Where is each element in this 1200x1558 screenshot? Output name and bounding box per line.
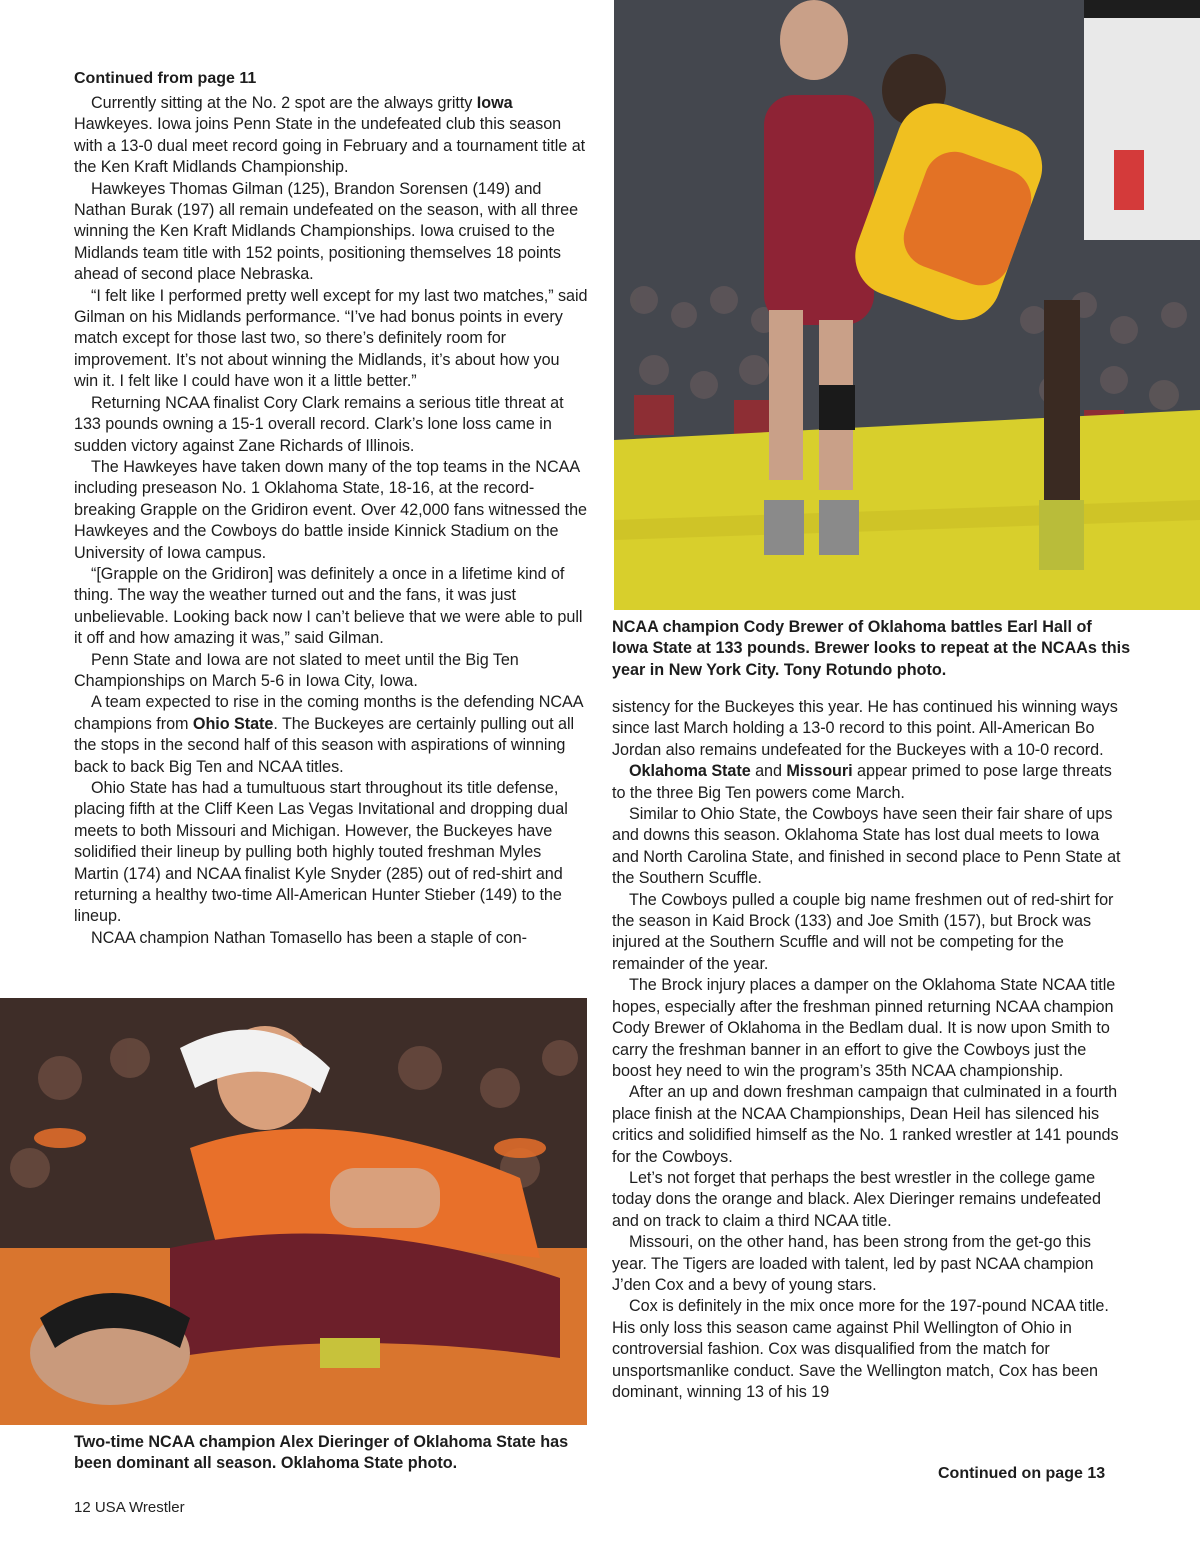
left-column: [74, 68, 588, 949]
text-run: and: [750, 762, 787, 781]
paragraph: Hawkeyes Thomas Gilman (125), Brandon Sorensen (149) and Nathan Burak (197) all remain undefeated on the season, with all three winning the Ken Kraft Midlands Championships. Iowa cruised to the Midlands team title with 152 points, positioning themselves 18 points ahead of second place Nebraska.: [74, 179, 579, 284]
text-run: Currently sitting at the No. 2 spot are the always gritty: [91, 94, 477, 112]
paragraph: The Cowboys pulled a couple big name freshmen out of red-shirt for the season in Kaid Brock (133) and Joe Smith (157), but Brock was injured at the Southern Scuffle and will not be competing for the remainder of the year.: [612, 890, 1114, 973]
wrestling-photo-brewer-hall: [614, 0, 1200, 610]
paragraph: sistency for the Buckeyes this year. He has continued his winning ways since last March holding a 13-0 record to this point. All-American Bo Jordan also remains undefeated for the Buckeyes with a 10-0 record.: [612, 698, 1118, 759]
continued-from-label: Continued from page 11: [74, 70, 257, 87]
photo-illustration: [614, 0, 1200, 610]
paragraph: After an up and down freshman campaign that culminated in a fourth place finish at the NCAA Championships, Dean Heil has silenced his critics and solidified himself as the No. 1 ranked wrestler at 141 pounds for the Cowboys.: [612, 1083, 1119, 1166]
right-column: [612, 697, 1128, 1403]
paragraph: Similar to Ohio State, the Cowboys have seen their fair share of ups and downs this season. Oklahoma State has lost dual meets to Iowa and North Carolina State, and finished in second place to Penn State at the Southern Scuffle.: [612, 805, 1121, 888]
photo-illustration: [0, 998, 587, 1425]
paragraph: Missouri, on the other hand, has been strong from the get-go this year. The Tigers are loaded with talent, led by past NCAA champion J’den Cox and a bevy of young stars.: [612, 1233, 1094, 1294]
paragraph: [612, 761, 1128, 804]
paragraph: [74, 93, 588, 179]
paragraph: NCAA champion Nathan Tomasello has been a staple of con-: [91, 928, 528, 947]
paragraph: Penn State and Iowa are not slated to meet until the Big Ten Championships on March 5-6 in Iowa City, Iowa.: [74, 650, 519, 690]
text-run: appear primed to pose large threats to the three Big Ten powers come March.: [612, 762, 1112, 802]
paragraph: Cox is definitely in the mix once more for the 197-pound NCAA title. His only loss this season came against Phil Wellington of Ohio in controversial fashion. Cox was disqualified from the match for unsportsmanlike conduct. Save the Wellington match, Cox has been dominant, winning 13 of his 19: [612, 1297, 1109, 1401]
paragraph: “[Grapple on the Gridiron] was definitely a once in a lifetime kind of thing. The way the weather turned out and the fans, it was just unbelievable. Looking back now I can’t believe that we were able to pull it off and how amazing it was,” said Gilman.: [74, 564, 583, 648]
bold-team-name: Missouri: [786, 762, 853, 781]
text-run: . The Buckeyes are certainly pulling out all the stops in the second half of this season with aspirations of winning back to back Big Ten and NCAA titles.: [74, 714, 575, 776]
paragraph: “I felt like I performed pretty well except for my last two matches,” said Gilman on his Midlands performance. “I’ve had bonus points in every match except for those last two, so there’s definitely room for improvement. It’s not about winning the Midlands, it’s about how you win it. I felt like I could have won it a little better.”: [74, 286, 588, 391]
text-run: A team expected to rise in the coming months is the defending NCAA champions from: [74, 693, 583, 733]
wrestling-photo-dieringer: [0, 998, 587, 1425]
paragraph: Ohio State has had a tumultuous start throughout its title defense, placing fifth at the Cliff Keen Las Vegas Invitational and dropping dual meets to both Missouri and Michigan. However, the Buckeyes have solidified their lineup by pulling both highly touted freshman Myles Martin (174) and NCAA finalist Kyle Snyder (285) out of red-shirt and returning a healthy two-time All-American Hunter Stieber (149) to the lineup.: [74, 779, 568, 926]
paragraph: The Brock injury places a damper on the Oklahoma State NCAA title hopes, especially after the freshman pinned returning NCAA champion Cody Brewer of Oklahoma in the Bedlam dual. It is now upon Smith to carry the freshman banner in an effort to give the Cowboys just the boost hey need to win the program’s 35th NCAA championship.: [612, 976, 1116, 1080]
bold-team-name: Ohio State: [192, 714, 274, 733]
paragraph: [74, 692, 588, 778]
page-folio: 12 USA Wrestler: [74, 1499, 185, 1516]
continued-on-label: Continued on page 13: [938, 1465, 1106, 1482]
paragraph: Let’s not forget that perhaps the best wrestler in the college game today dons the orange and black. Alex Dieringer remains undefeated and on track to claim a third NCAA title.: [612, 1168, 1101, 1230]
paragraph: Returning NCAA finalist Cory Clark remains a serious title threat at 133 pounds owning a 15-1 overall record. Clark’s lone loss came in sudden victory against Zane Richards of Illinois.: [74, 393, 564, 455]
text-run: Hawkeyes. Iowa joins Penn State in the undefeated club this season with a 13-0 dual meet record going in February and a tournament title at the Ken Kraft Midlands Championship.: [74, 115, 586, 177]
bold-team-name: Oklahoma State: [629, 762, 751, 781]
paragraph: The Hawkeyes have taken down many of the top teams in the NCAA including preseason No. 1 Oklahoma State, 18-16, at the record-breaking Grapple on the Gridiron event. Over 42,000 fans witnessed the Hawkeyes and the Cowboys do battle inside Kinnick Stadium on the University of Iowa campus.: [74, 457, 588, 562]
photo-caption-bottom: Two-time NCAA champion Alex Dieringer of Oklahoma State has been dominant all season. Oklahoma State photo.: [74, 1433, 569, 1473]
photo-caption-top: NCAA champion Cody Brewer of Oklahoma battles Earl Hall of Iowa State at 133 pounds. Brewer looks to repeat at the NCAAs this year in New York City. Tony Rotundo photo.: [612, 618, 1131, 679]
bold-team-name: Iowa: [476, 94, 513, 112]
